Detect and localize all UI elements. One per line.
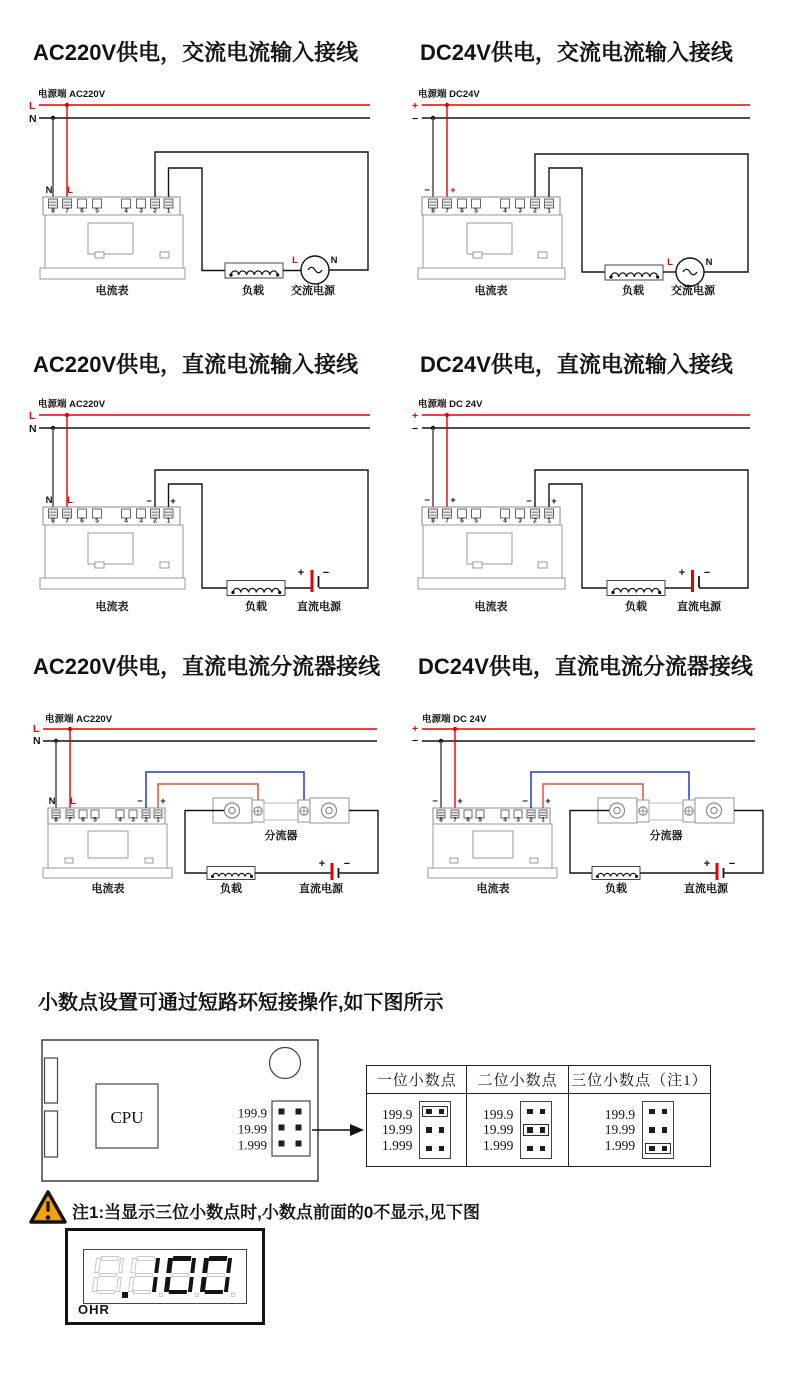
svg-text:5: 5 [478, 816, 482, 824]
ammeter-label: 电流表 [95, 285, 129, 297]
input-plus-label: + [170, 496, 176, 507]
meter-foot [95, 252, 104, 258]
svg-text:5: 5 [474, 517, 478, 525]
input-wire-2 [535, 154, 748, 272]
display-digit [94, 1256, 130, 1298]
svg-text:7: 7 [68, 816, 72, 824]
svg-text:7: 7 [65, 517, 69, 525]
meter-window [88, 223, 133, 254]
svg-text:8: 8 [51, 517, 55, 525]
wiring-diagram-6 [410, 700, 770, 920]
terminal-n-label: N [48, 796, 56, 807]
wiring-diagram-5 [25, 700, 385, 920]
meter-foot [530, 858, 538, 863]
terminal-l-label: L [67, 185, 73, 196]
coil-dot [609, 275, 612, 278]
decimal-table-col-1 [367, 1066, 467, 1166]
decimal-values: 199.9 19.99 1.999 [382, 1106, 413, 1153]
battery-plus-label: + [703, 858, 711, 870]
meter-base [40, 268, 185, 279]
pcb-figure [35, 1035, 370, 1190]
decimal-table-header: 三位小数点（注1） [569, 1066, 710, 1094]
terminal-strip [422, 507, 560, 525]
decimal-table-col-2 [467, 1066, 568, 1166]
source-n-label: N [330, 255, 338, 266]
lcd-window [83, 1249, 247, 1304]
svg-text:6: 6 [466, 816, 470, 824]
svg-text:7: 7 [445, 517, 449, 525]
input-plus-label: + [545, 796, 551, 807]
decimal-point [195, 1293, 199, 1297]
meter-base [40, 578, 185, 589]
coil-dot [231, 591, 234, 594]
dc-source-label: 直流电源 [299, 883, 343, 895]
shunt-screw [326, 807, 332, 813]
diagram-title-3: AC220V供电，直流电流输入接线 [33, 352, 359, 377]
terminal-plus-label: + [450, 495, 456, 506]
svg-text:6: 6 [460, 207, 464, 215]
svg-text:3: 3 [518, 517, 522, 525]
svg-text:1: 1 [547, 207, 551, 215]
terminal-l-label: L [70, 796, 76, 807]
arrow-head-icon [350, 1124, 364, 1136]
terminal-plus-label: + [457, 796, 463, 807]
coil-dot [656, 275, 659, 278]
svg-text:8: 8 [431, 207, 435, 215]
ammeter-label: 电流表 [91, 883, 125, 895]
power-terminal-label: 电源端 DC 24V [422, 714, 487, 725]
meter-window [467, 533, 512, 564]
svg-text:2: 2 [153, 517, 157, 525]
ammeter-label: 电流表 [476, 883, 510, 895]
jumper-block [272, 1101, 310, 1156]
meter-base [418, 578, 565, 589]
meter-foot [160, 562, 169, 568]
shunt-screw [229, 807, 235, 813]
svg-text:8: 8 [439, 816, 443, 824]
power-terminal-label: 电源端 DC24V [418, 89, 480, 100]
power-terminal-label: 电源端 DC 24V [418, 399, 483, 410]
coil-dot [658, 591, 661, 594]
svg-text:8: 8 [54, 816, 58, 824]
meter-base [428, 868, 557, 878]
load-label: 负载 [220, 883, 242, 895]
terminal-n-label: N [45, 495, 53, 506]
dc-source-label: 直流电源 [677, 601, 721, 613]
input-plus-label: + [551, 496, 557, 507]
source-l-label: L [292, 255, 298, 266]
svg-text:4: 4 [124, 517, 128, 525]
ammeter-label: 电流表 [474, 285, 508, 297]
meter-foot [473, 562, 482, 568]
input-wire-2 [155, 152, 368, 270]
terminal-strip [422, 197, 560, 215]
coil-dot [250, 875, 253, 878]
input-minus-label: − [146, 496, 152, 507]
display-digit [130, 1256, 166, 1298]
cpu-label: CPU [110, 1108, 144, 1127]
terminal-minus-label: − [424, 185, 430, 196]
source-n-label: N [705, 257, 713, 268]
shunt-bar [649, 803, 683, 820]
coil-dot [229, 273, 232, 276]
input-plus-label: + [160, 796, 166, 807]
terminal-strip [43, 197, 180, 215]
meter-window [88, 533, 133, 564]
meter-foot [538, 252, 547, 258]
display-digit [202, 1256, 238, 1298]
meter-window [473, 831, 513, 858]
svg-text:3: 3 [131, 816, 135, 824]
svg-text:5: 5 [95, 207, 99, 215]
meter-base [43, 868, 172, 878]
dc-source-label: 直流电源 [684, 883, 728, 895]
decimal-table-header: 二位小数点 [467, 1066, 567, 1094]
line-minus-label: − [412, 423, 419, 435]
ac-source-label: 交流电源 [291, 285, 335, 297]
line-l-label: L [29, 100, 36, 112]
meter-foot [473, 252, 482, 258]
diagram-title-2: DC24V供电，交流电流输入接线 [420, 40, 733, 65]
svg-text:6: 6 [80, 207, 84, 215]
decimal-point [159, 1293, 163, 1297]
coil-dot [611, 591, 614, 594]
svg-text:4: 4 [503, 517, 507, 525]
jumper-row-value: 19.99 [237, 1121, 267, 1137]
note1-warning-icon [28, 1188, 68, 1226]
ammeter-label: 电流表 [95, 601, 129, 613]
ac-source-label: 交流电源 [671, 285, 715, 297]
input-minus-label: − [522, 796, 528, 807]
diagram-title-5: AC220V供电，直流电流分流器接线 [33, 654, 381, 679]
svg-text:6: 6 [80, 517, 84, 525]
wiring-diagram-2 [410, 85, 770, 320]
jumper-row-value: 199.9 [237, 1105, 267, 1121]
svg-text:4: 4 [503, 816, 507, 824]
svg-text:3: 3 [139, 207, 143, 215]
shunt-label: 分流器 [649, 830, 683, 842]
note1-text: 注1:当显示三位小数点时,小数点前面的0不显示,见下图 [72, 1203, 481, 1222]
line-minus-label: − [412, 735, 419, 747]
svg-text:2: 2 [529, 816, 533, 824]
decimal-values: 199.9 19.99 1.999 [604, 1106, 636, 1153]
diagram-title-1: AC220V供电，交流电流输入接线 [33, 40, 359, 65]
meter-foot [145, 858, 153, 863]
shunt-screw [614, 807, 620, 813]
meter-foot [160, 252, 169, 258]
wiring-diagram-4 [410, 395, 770, 630]
meter-window [467, 223, 512, 254]
power-terminal-label: 电源端 AC220V [38, 399, 106, 410]
terminal-minus-label: − [424, 495, 430, 506]
meter-window [88, 831, 128, 858]
coil-dot [635, 875, 638, 878]
decimal-section-heading: 小数点设置可通过短路环短接操作,如下图所示 [38, 992, 444, 1014]
line-n-label: N [33, 735, 41, 747]
line-plus-label: + [412, 723, 419, 735]
svg-text:1: 1 [541, 816, 545, 824]
battery-minus-label: − [343, 858, 351, 870]
shunt-label: 分流器 [264, 830, 298, 842]
decimal-table-header: 一位小数点 [367, 1066, 466, 1094]
mounting-hole [270, 1048, 301, 1079]
meter-foot [450, 858, 458, 863]
jumper-setting-box [642, 1101, 674, 1159]
dc-source-label: 直流电源 [297, 601, 341, 613]
coil-dot [276, 273, 279, 276]
svg-text:2: 2 [533, 517, 537, 525]
diagram-title-4: DC24V供电，直流电流输入接线 [420, 352, 733, 377]
line-n-label: N [29, 423, 37, 435]
coil-dot [278, 591, 281, 594]
wiring-diagram-3 [25, 395, 380, 630]
svg-text:5: 5 [474, 207, 478, 215]
jumper-setting-box [419, 1101, 451, 1159]
terminal-n-label: N [45, 185, 53, 196]
terminal-strip [43, 507, 180, 525]
load-label: 负载 [605, 883, 627, 895]
svg-text:8: 8 [431, 517, 435, 525]
svg-text:1: 1 [166, 517, 171, 525]
battery-minus-label: − [728, 858, 736, 870]
meter-foot [538, 562, 547, 568]
terminal-strip [48, 808, 165, 824]
svg-text:8: 8 [51, 207, 55, 215]
brand-label: OHR [78, 1302, 110, 1317]
decimal-table-col-3 [569, 1066, 710, 1166]
svg-text:7: 7 [445, 207, 449, 215]
ammeter-label: 电流表 [474, 601, 508, 613]
load-label: 负载 [625, 601, 647, 613]
svg-text:5: 5 [93, 816, 97, 824]
input-wire-2 [155, 470, 368, 588]
terminal-minus-label: − [432, 796, 438, 807]
input-minus-label: − [137, 796, 143, 807]
svg-text:3: 3 [518, 207, 522, 215]
line-l-label: L [29, 410, 36, 422]
power-terminal-label: 电源端 AC220V [38, 89, 106, 100]
battery-plus-label: + [318, 858, 326, 870]
seven-segment-display [65, 1228, 265, 1325]
svg-text:2: 2 [153, 207, 157, 215]
svg-text:4: 4 [124, 207, 128, 215]
decimal-table [366, 1065, 711, 1167]
line-plus-label: + [412, 410, 419, 422]
meter-foot [95, 562, 104, 568]
svg-text:6: 6 [460, 517, 464, 525]
pcb-connector [45, 1111, 58, 1157]
power-terminal-label: 电源端 AC220V [45, 714, 113, 725]
load-label: 负载 [242, 285, 264, 297]
coil-dot [596, 875, 599, 878]
svg-text:5: 5 [95, 517, 99, 525]
svg-text:4: 4 [118, 816, 122, 824]
svg-text:7: 7 [65, 207, 69, 215]
line-plus-label: + [412, 100, 419, 112]
svg-text:6: 6 [81, 816, 85, 824]
jumper-row-value: 1.999 [237, 1137, 267, 1153]
coil-dot [211, 875, 214, 878]
svg-text:1: 1 [156, 816, 160, 824]
wiring-diagram-1 [25, 85, 380, 320]
svg-text:3: 3 [516, 816, 520, 824]
shunt-bar [264, 803, 298, 820]
line-minus-label: − [412, 113, 419, 125]
line-l-label: L [33, 723, 40, 735]
load-label: 负载 [245, 601, 267, 613]
decimal-values: 199.9 19.99 1.999 [482, 1106, 514, 1153]
svg-text:1: 1 [547, 517, 551, 525]
input-wire-2 [535, 470, 748, 588]
battery-plus-label: + [297, 567, 305, 579]
meter-foot [65, 858, 73, 863]
svg-text:2: 2 [144, 816, 148, 824]
input-minus-label: − [526, 496, 532, 507]
meter-base [418, 268, 565, 279]
load-label: 负载 [622, 285, 644, 297]
battery-minus-label: − [703, 567, 711, 579]
battery-plus-label: + [678, 567, 686, 579]
display-digit [166, 1256, 202, 1298]
shunt-screw [711, 807, 717, 813]
source-l-label: L [667, 257, 673, 268]
svg-text:2: 2 [533, 207, 537, 215]
svg-text:3: 3 [139, 517, 143, 525]
pcb-connector [45, 1058, 58, 1103]
battery-minus-label: − [322, 567, 330, 579]
terminal-plus-label: + [450, 185, 456, 196]
terminal-strip [433, 808, 550, 824]
decimal-point [231, 1293, 235, 1297]
svg-text:4: 4 [503, 207, 507, 215]
line-n-label: N [29, 113, 37, 125]
diagram-title-6: DC24V供电，直流电流分流器接线 [418, 654, 753, 679]
jumper-setting-box [520, 1101, 552, 1159]
svg-text:7: 7 [453, 816, 457, 824]
terminal-l-label: L [67, 495, 73, 506]
svg-text:1: 1 [166, 207, 171, 215]
